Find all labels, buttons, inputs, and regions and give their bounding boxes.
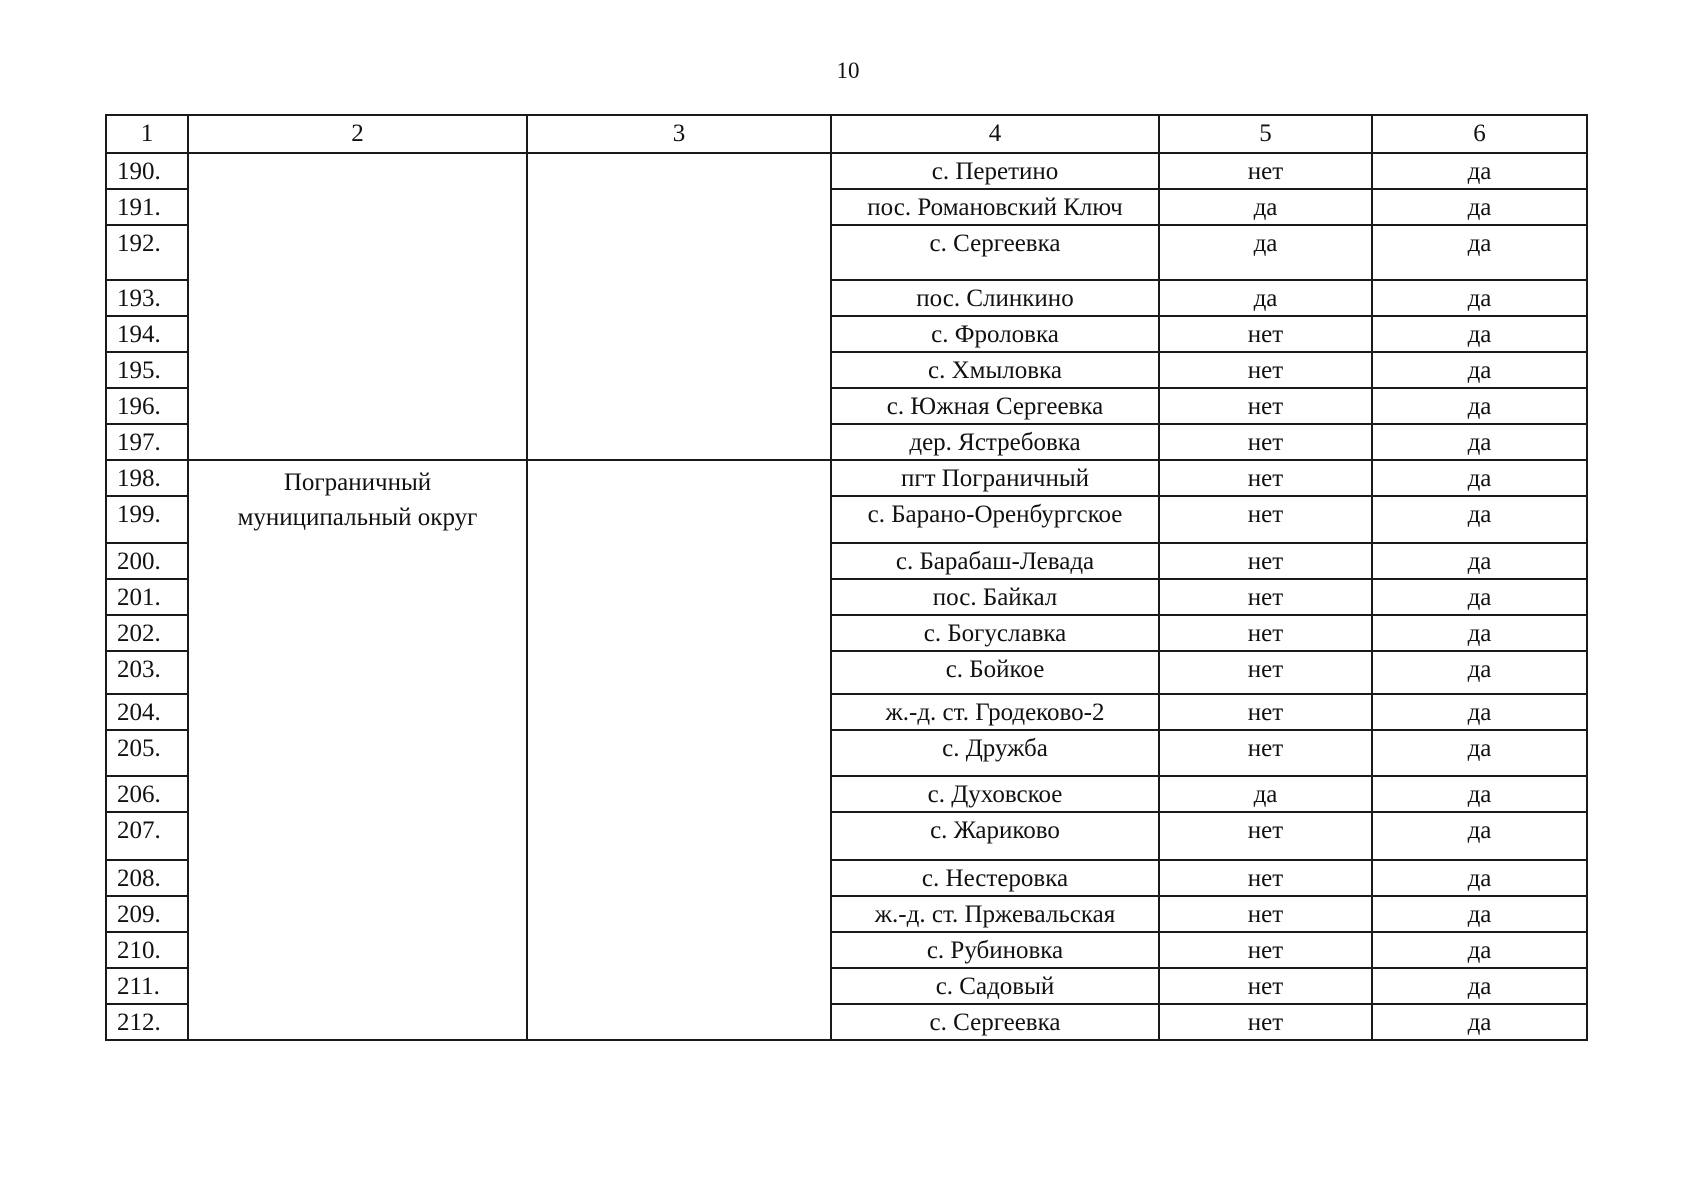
settlement-name: ж.-д. ст. Гродеково-2 bbox=[831, 694, 1159, 730]
settlement-name: с. Богуславка bbox=[831, 615, 1159, 651]
column-6-value: да bbox=[1372, 896, 1587, 932]
settlement-name: с. Барано-Оренбургское bbox=[831, 496, 1159, 543]
settlement-name: с. Сергеевка bbox=[831, 225, 1159, 280]
row-number: 194. bbox=[106, 316, 188, 352]
column-6-value: да bbox=[1372, 153, 1587, 189]
column-5-value: да bbox=[1159, 189, 1372, 225]
row-number: 196. bbox=[106, 388, 188, 424]
row-number: 198. bbox=[106, 460, 188, 496]
settlement-name: с. Дружба bbox=[831, 730, 1159, 776]
column-5-value: да bbox=[1159, 280, 1372, 316]
column-3-cell bbox=[527, 460, 831, 1040]
column-6-value: да bbox=[1372, 730, 1587, 776]
district-name-line: муниципальный округ bbox=[237, 504, 478, 531]
column-6-value: да bbox=[1372, 316, 1587, 352]
column-6-value: да bbox=[1372, 968, 1587, 1004]
row-number: 206. bbox=[106, 776, 188, 812]
row-number: 192. bbox=[106, 225, 188, 280]
row-number: 210. bbox=[106, 932, 188, 968]
district-name-line: Пограничный bbox=[283, 469, 432, 496]
header-col-3: 3 bbox=[527, 115, 831, 153]
column-6-value: да bbox=[1372, 776, 1587, 812]
row-number: 205. bbox=[106, 730, 188, 776]
row-number: 190. bbox=[106, 153, 188, 189]
column-6-value: да bbox=[1372, 424, 1587, 460]
column-5-value: нет bbox=[1159, 352, 1372, 388]
column-5-value: нет bbox=[1159, 896, 1372, 932]
settlement-name: с. Барабаш-Левада bbox=[831, 543, 1159, 579]
settlements-table bbox=[105, 114, 1588, 1041]
row-number: 202. bbox=[106, 615, 188, 651]
column-5-value: нет bbox=[1159, 388, 1372, 424]
settlement-name: с. Хмыловка bbox=[831, 352, 1159, 388]
settlement-name: с. Нестеровка bbox=[831, 860, 1159, 896]
header-col-1: 1 bbox=[106, 115, 188, 153]
column-5-value: нет bbox=[1159, 579, 1372, 615]
row-number: 209. bbox=[106, 896, 188, 932]
settlement-name: с. Садовый bbox=[831, 968, 1159, 1004]
settlement-name: дер. Ястребовка bbox=[831, 424, 1159, 460]
column-5-value: нет bbox=[1159, 615, 1372, 651]
row-number: 203. bbox=[106, 651, 188, 694]
header-col-6: 6 bbox=[1372, 115, 1587, 153]
settlement-name: пос. Слинкино bbox=[831, 280, 1159, 316]
column-5-value: нет bbox=[1159, 651, 1372, 694]
settlement-name: с. Жариково bbox=[831, 812, 1159, 860]
settlement-name: с. Фроловка bbox=[831, 316, 1159, 352]
column-5-value: нет bbox=[1159, 694, 1372, 730]
district-cell bbox=[188, 153, 527, 460]
column-6-value: да bbox=[1372, 651, 1587, 694]
row-number: 193. bbox=[106, 280, 188, 316]
settlement-name: с. Южная Сергеевка bbox=[831, 388, 1159, 424]
column-5-value: да bbox=[1159, 225, 1372, 280]
settlement-name: с. Сергеевка bbox=[831, 1004, 1159, 1040]
settlement-name: пос. Романовский Ключ bbox=[831, 189, 1159, 225]
settlement-name: пгт Пограничный bbox=[831, 460, 1159, 496]
column-5-value: нет bbox=[1159, 543, 1372, 579]
column-5-value: нет bbox=[1159, 730, 1372, 776]
column-5-value: нет bbox=[1159, 860, 1372, 896]
row-number: 197. bbox=[106, 424, 188, 460]
column-5-value: нет bbox=[1159, 1004, 1372, 1040]
page-number: 10 bbox=[836, 58, 860, 83]
row-number: 199. bbox=[106, 496, 188, 543]
column-6-value: да bbox=[1372, 932, 1587, 968]
column-6-value: да bbox=[1372, 388, 1587, 424]
column-6-value: да bbox=[1372, 1004, 1587, 1040]
column-6-value: да bbox=[1372, 280, 1587, 316]
column-6-value: да bbox=[1372, 496, 1587, 543]
column-5-value: нет bbox=[1159, 316, 1372, 352]
column-5-value: нет bbox=[1159, 932, 1372, 968]
row-number: 201. bbox=[106, 579, 188, 615]
row-number: 211. bbox=[106, 968, 188, 1004]
row-number: 204. bbox=[106, 694, 188, 730]
row-number: 191. bbox=[106, 189, 188, 225]
row-number: 200. bbox=[106, 543, 188, 579]
column-5-value: нет bbox=[1159, 424, 1372, 460]
row-number: 195. bbox=[106, 352, 188, 388]
column-6-value: да bbox=[1372, 352, 1587, 388]
header-col-5: 5 bbox=[1159, 115, 1372, 153]
table-body bbox=[106, 153, 1587, 1040]
table-row bbox=[106, 153, 1587, 189]
header-row bbox=[106, 115, 1587, 153]
row-number: 212. bbox=[106, 1004, 188, 1040]
column-6-value: да bbox=[1372, 860, 1587, 896]
header-col-4: 4 bbox=[831, 115, 1159, 153]
settlement-name: с. Рубиновка bbox=[831, 932, 1159, 968]
row-number: 208. bbox=[106, 860, 188, 896]
row-number: 207. bbox=[106, 812, 188, 860]
column-3-cell bbox=[527, 153, 831, 460]
table-row bbox=[106, 460, 1587, 496]
column-5-value: нет bbox=[1159, 460, 1372, 496]
settlement-name: с. Бойкое bbox=[831, 651, 1159, 694]
column-6-value: да bbox=[1372, 615, 1587, 651]
column-6-value: да bbox=[1372, 189, 1587, 225]
settlement-name: ж.-д. ст. Пржевальская bbox=[831, 896, 1159, 932]
column-5-value: да bbox=[1159, 776, 1372, 812]
column-6-value: да bbox=[1372, 460, 1587, 496]
column-6-value: да bbox=[1372, 225, 1587, 280]
settlement-name: с. Перетино bbox=[831, 153, 1159, 189]
settlement-name: пос. Байкал bbox=[831, 579, 1159, 615]
column-6-value: да bbox=[1372, 579, 1587, 615]
column-6-value: да bbox=[1372, 694, 1587, 730]
column-5-value: нет bbox=[1159, 812, 1372, 860]
column-5-value: нет bbox=[1159, 496, 1372, 543]
settlement-name: с. Духовское bbox=[831, 776, 1159, 812]
column-5-value: нет bbox=[1159, 968, 1372, 1004]
header-col-2: 2 bbox=[188, 115, 527, 153]
column-5-value: нет bbox=[1159, 153, 1372, 189]
column-6-value: да bbox=[1372, 812, 1587, 860]
district-cell bbox=[188, 460, 527, 1040]
column-6-value: да bbox=[1372, 543, 1587, 579]
